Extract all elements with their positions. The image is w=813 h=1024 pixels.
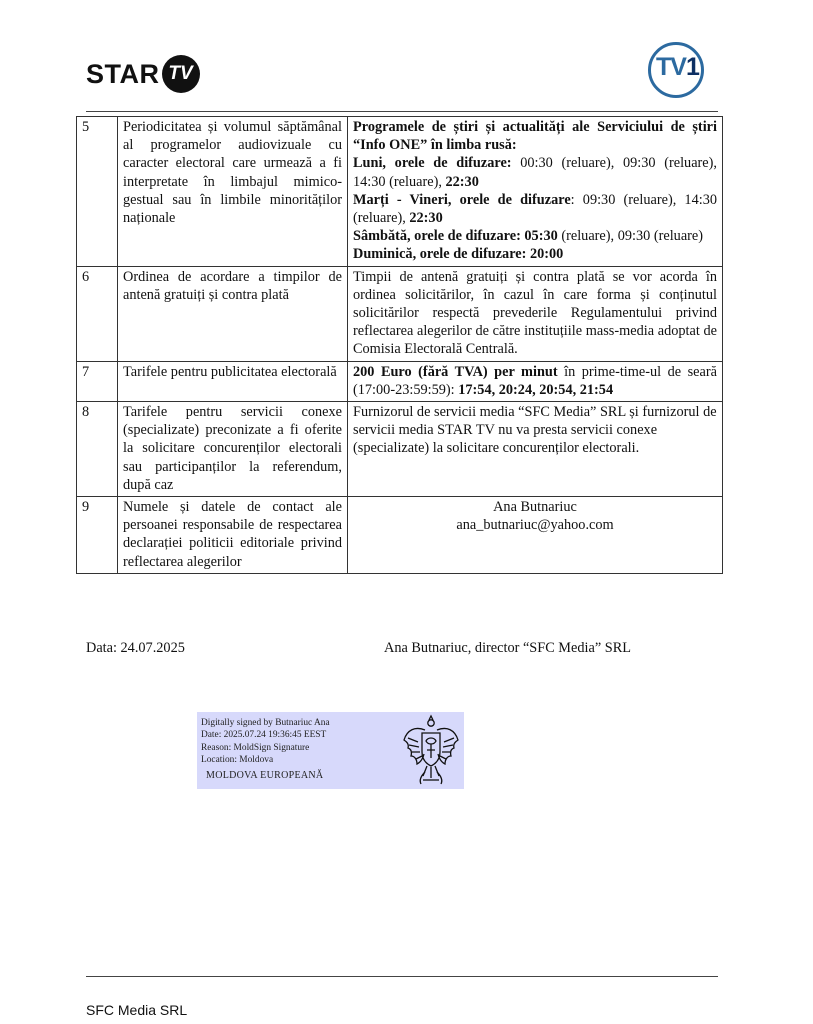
row-label: Tarifele pentru servicii conexe (specializate) preconizate a fi oferite la solicitare concurenților electorali sau participanților la referendum, după caz [118,402,348,497]
schedule-line: Marți - Vineri, orele de difuzare: 09:30 (reluare), 14:30 (reluare), 22:30 [353,191,717,227]
footer-divider [86,976,718,977]
contact-email: ana_butnariuc@yahoo.com [456,517,614,534]
signature-line: Digitally signed by Butnariuc Ana [201,718,330,728]
schedule-line: Luni, orele de difuzare: 00:30 (reluare), 09:30 (reluare), 14:30 (reluare), 22:30 [353,155,717,190]
star-tv-logo [86,52,200,96]
table-row [77,266,723,361]
price-highlight: 200 Euro (fără TVA) per minut [353,363,558,380]
row-label: Periodicitatea și volumul săptămânal al programelor audiovizuale cu caracter electoral care urmează a fi interpretate în limbajul mimico-gestual sau în limbile minorităților naționale [118,117,348,267]
row-content [348,497,723,574]
star-logo-word: STAR [86,58,160,89]
tv1-logo [648,42,704,98]
header-divider [86,111,718,112]
price-times: 17:54, 20:24, 20:54, 21:54 [458,381,614,398]
row-label: Tarifele pentru publicitatea electorală [118,361,348,401]
declaration-table [76,116,723,574]
signature-line: Location: Moldova [201,755,274,766]
table-row [77,497,723,574]
row-content [348,361,723,401]
schedule-line: Sâmbătă, orele de difuzare: 05:30 (reluare), 09:30 (reluare) [353,228,704,245]
row-number: 6 [77,266,118,361]
document-date: Data: 24.07.2025 [86,640,185,656]
signature-footer: MOLDOVA EUROPEANĂ [206,770,324,781]
table-row [77,361,723,401]
tv1-logo-text: TV1 [656,53,699,81]
signature-line: Reason: MoldSign Signature [201,742,310,753]
row-content: Timpii de antenă gratuiți și contra plată se vor acorda în ordinea solicitărilor, în cazul în care forma și conținutul solicitărilor respectă prevederile Regulamentului privind reflectarea alegerilor de către instituțiile mass-media adoptat de Comisia Electorală Centrală. [348,266,723,361]
moldova-coat-of-arms-icon [401,714,461,787]
row-label: Ordinea de acordare a timpilor de antenă gratuiți și contra plată [118,266,348,361]
row-number: 8 [77,402,118,497]
row-label: Numele și datele de contact ale persoanei responsabile de respectarea declarației politicii editoriale privind reflectarea alegerilor [118,497,348,574]
row-number: 9 [77,497,118,574]
table-row [77,117,723,267]
price-text: în prime-time-ul de seară (17:00-23:59:59): [353,363,717,398]
schedule-line: Duminică, orele de difuzare: 20:00 [353,246,564,263]
schedule-heading: Programele de știri și actualități ale Serviciului de știri “Info ONE” în limba rusă: [353,119,717,154]
contact-name: Ana Butnariuc [493,499,577,516]
signatory: Ana Butnariuc, director “SFC Media” SRL [384,640,631,656]
star-logo-badge: TV [162,55,200,93]
row-number: 5 [77,117,118,267]
row-content [348,117,723,267]
digital-signature-stamp[interactable] [197,712,464,789]
footer-company: SFC Media SRL [86,1002,188,1018]
table-row [77,402,723,497]
signature-line: Date: 2025.07.24 19:36:45 EEST [201,730,327,741]
row-number: 7 [77,361,118,401]
row-content: Furnizorul de servicii media “SFC Media” SRL și furnizorul de servicii media STAR TV nu va presta servicii conexe (specializate) la solicitare concurenților electorali. [348,402,723,497]
signature-details [201,717,330,767]
